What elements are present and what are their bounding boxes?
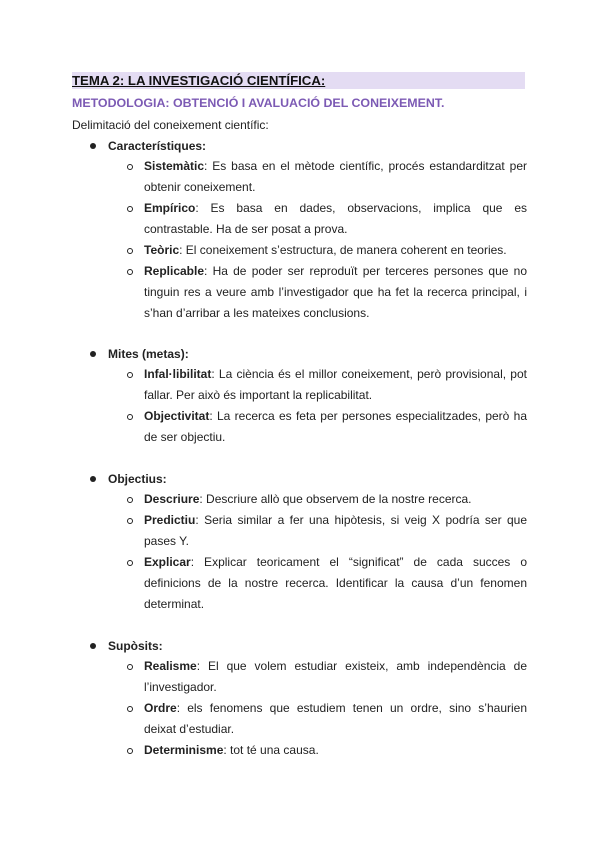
circle-bullet-icon [127,748,133,754]
intro-text: Delimitació del coneixement científic: [72,118,269,132]
list-item: Determinisme: tot té una causa. [144,740,527,761]
section-caracteristiques [72,136,532,324]
section-heading: Objectius: [72,469,532,489]
bullet-icon [90,643,96,649]
circle-bullet-icon [127,414,133,420]
circle-bullet-icon [127,206,133,212]
section-heading: Característiques: [72,136,532,156]
list-item: Realisme: El que volem estudiar existeix, amb independència de l’investigador. [144,656,527,698]
circle-bullet-icon [127,664,133,670]
section-objectius [72,469,532,615]
section-heading: Supòsits: [72,636,532,656]
list-item: Ordre: els fenomens que estudiem tenen un ordre, sino s’haurien deixat d’estudiar. [144,698,527,740]
bullet-icon [90,476,96,482]
list-item: Descriure: Descriure allò que observem de la nostre recerca. [144,489,527,510]
list-item: Explicar: Explicar teoricament el “significat” de cada succes o definicions de la nostre recerca. Identificar la causa d’un fenomen determinat. [144,552,527,615]
section-mites [72,344,532,448]
circle-bullet-icon [127,497,133,503]
list-item: Predictiu: Seria similar a fer una hipòtesis, si veig X podría ser que pases Y. [144,510,527,552]
bullet-icon [90,143,96,149]
list-item: Infal·libilitat: La ciència és el millor coneixement, però provisional, pot fallar. Per això és important la replicabilitat. [144,364,527,406]
page-title: TEMA 2: LA INVESTIGACIÓ CIENTÍFICA: [72,72,525,89]
list-item: Teòric: El coneixement s’estructura, de manera coherent en teories. [144,240,527,261]
list-item: Replicable: Ha de poder ser reproduït per terceres persones que no tinguin res a veure amb l’investigador que ha fet la recerca principal, i s’han d’arribar a les mateixes conclusions. [144,261,527,324]
circle-bullet-icon [127,164,133,170]
page-subtitle: METODOLOGIA: OBTENCIÓ I AVALUACIÓ DEL CONEIXEMENT. [72,96,445,110]
section-heading: Mites (metas): [72,344,532,364]
circle-bullet-icon [127,248,133,254]
list-item: Sistemàtic: Es basa en el mètode científic, procés estandarditzat per obtenir coneixement. [144,156,527,198]
bullet-icon [90,351,96,357]
circle-bullet-icon [127,518,133,524]
circle-bullet-icon [127,706,133,712]
circle-bullet-icon [127,560,133,566]
circle-bullet-icon [127,372,133,378]
circle-bullet-icon [127,269,133,275]
list-item: Empírico: Es basa en dades, observacions, implica que es contrastable. Ha de ser posat a prova. [144,198,527,240]
section-suposits [72,636,532,761]
list-item: Objectivitat: La recerca es feta per persones especialitzades, però ha de ser objectiu. [144,406,527,448]
